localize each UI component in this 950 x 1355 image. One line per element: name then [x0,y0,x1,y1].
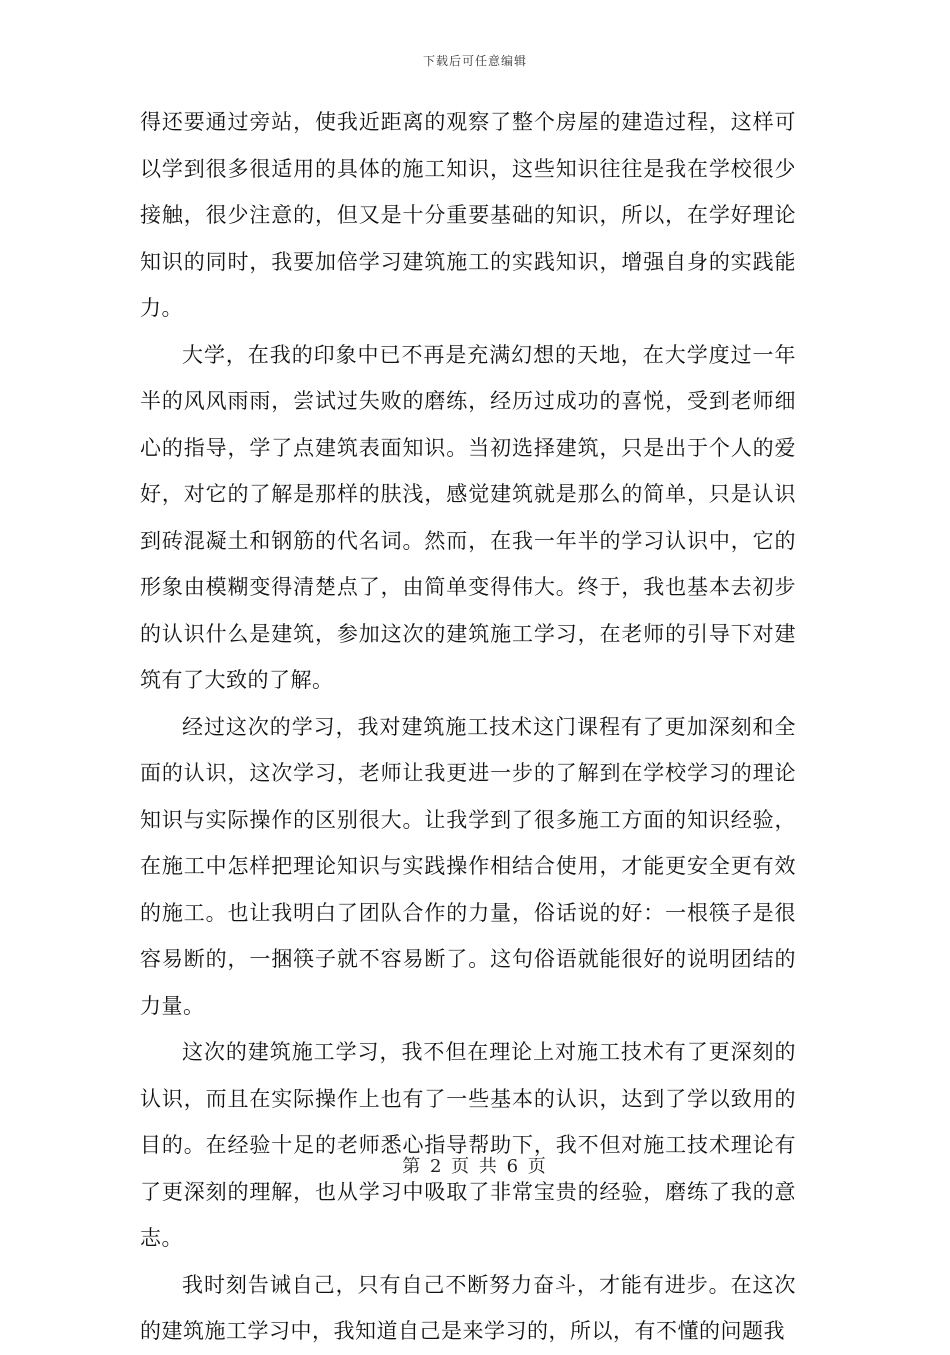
paragraph-5: 我时刻告诫自己，只有自己不断努力奋斗，才能有进步。在这次的建筑施工学习中，我知道自己是来学习的，所以，有不懂的问题我 [140,1272,796,1343]
paragraph-3: 经过这次的学习，我对建筑施工技术这门课程有了更加深刻和全面的认识，这次学习，老师让我更进一步的了解到在学校学习的理论知识与实际操作的区别很大。让我学到了很多施工方面的知识经验，在施工中怎样把理论知识与实践操作相结合使用，才能更安全更有效的施工。也让我明白了团队合作的力量，俗话说的好：一根筷子是很容易断的，一捆筷子就不容易断了。这句俗语就能很好的说明团结的力量。 [140,714,796,1018]
paragraph-2: 大学，在我的印象中已不再是充满幻想的天地，在大学度过一年半的风风雨雨，尝试过失败的磨练，经历过成功的喜悦，受到老师细心的指导，学了点建筑表面知识。当初选择建筑，只是出于个人的爱好，对它的了解是那样的肤浅，感觉建筑就是那么的简单，只是认识到砖混凝土和钢筋的代名词。然而，在我一年半的学习认识中，它的形象由模糊变得清楚点了，由简单变得伟大。终于，我也基本去初步的认识什么是建筑，参加这次的建筑施工学习，在老师的引导下对建筑有了大致的了解。 [140,342,796,692]
paragraph-1: 得还要通过旁站，使我近距离的观察了整个房屋的建造过程，这样可以学到很多很适用的具体的施工知识，这些知识往往是我在学校很少接触，很少注意的，但又是十分重要基础的知识，所以，在学好理论知识的同时，我要加倍学习建筑施工的实践知识，增强自身的实践能力。 [140,110,796,320]
header-note: 下载后可任意编辑 [422,54,527,68]
paragraph-4: 这次的建筑施工学习，我不但在理论上对施工技术有了更深刻的认识，而且在实际操作上也有了一些基本的认识，达到了学以致用的目的。在经验十足的老师悉心指导帮助下，我不但对施工技术理论有了更深刻的理解，也从学习中吸取了非常宝贵的经验，磨练了我的意志。 [140,1040,796,1250]
page-number: 第 2 页 共 6 页 [402,1156,548,1177]
